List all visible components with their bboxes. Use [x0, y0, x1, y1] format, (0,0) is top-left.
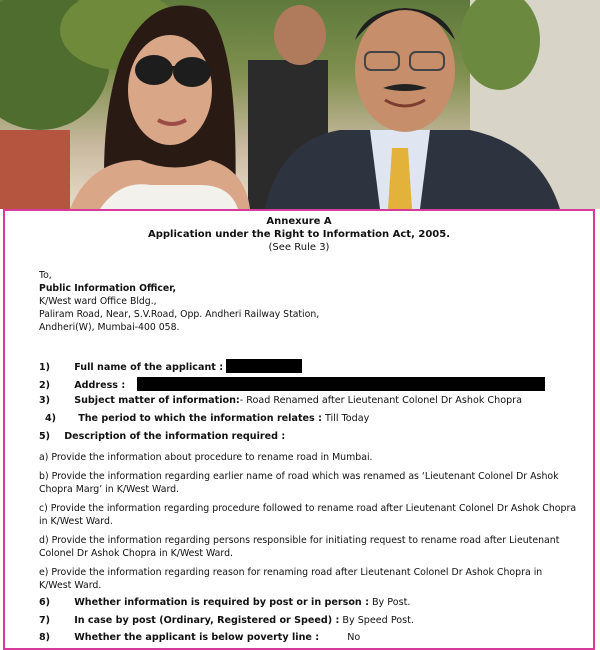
news-photo	[0, 0, 600, 209]
item-label: Full name of the applicant :	[74, 362, 224, 373]
sub-item-b: b) Provide the information regarding earlier name of road which was renamed as ‘Lieutenant Colonel Dr Ashok Chopra Marg’ in K/West Ward.	[39, 471, 559, 495]
item-label: Address :	[74, 380, 126, 391]
sub-item-d: d) Provide the information regarding persons responsible for initiating request to rename road after Lieutenant Colonel Dr Ashok Chopra in K/West Ward.	[39, 535, 560, 559]
item-label: The period to which the information relates :	[78, 413, 322, 424]
item-number: 6)	[39, 597, 51, 608]
item-description	[39, 431, 285, 442]
item-number: 4)	[45, 413, 57, 424]
item-number: 5)	[39, 431, 51, 442]
item-value: By Speed Post.	[339, 615, 414, 626]
item-number: 1)	[39, 362, 51, 373]
item-number: 2)	[39, 380, 51, 391]
item-period	[45, 413, 369, 424]
item-label: Subject matter of information:	[74, 395, 240, 406]
address-line: Andheri(W), Mumbai-400 058.	[39, 322, 180, 333]
item-number: 7)	[39, 615, 51, 626]
redacted-address	[137, 377, 545, 391]
item-value: - Road Renamed after Lieutenant Colonel Dr Ashok Chopra	[239, 395, 522, 406]
photo-illustration	[0, 0, 600, 209]
item-address	[39, 377, 545, 391]
annexure-label: Annexure A	[266, 216, 332, 227]
item-delivery-mode	[39, 597, 410, 608]
item-number: 8)	[39, 632, 51, 643]
document-title: Application under the Right to Information Act, 2005.	[147, 229, 451, 240]
sub-item-a: a) Provide the information about procedure to rename road in Mumbai.	[39, 452, 373, 463]
item-label: In case by post (Ordinary, Registered or Speed) :	[74, 615, 340, 626]
address-line: Paliram Road, Near, S.V.Road, Opp. Andheri Railway Station,	[39, 309, 320, 320]
rti-application-document	[3, 209, 595, 650]
item-label: Description of the information required :	[64, 431, 286, 442]
item-full-name	[39, 359, 302, 373]
sub-item-e: e) Provide the information regarding reason for renaming road after Lieutenant Colonel Dr Ashok Chopra in K/West Ward.	[39, 567, 543, 591]
item-value: Till Today	[321, 413, 370, 424]
salutation: To,	[39, 270, 52, 281]
item-label: Whether the applicant is below poverty line :	[74, 632, 320, 643]
item-post-type	[39, 615, 414, 626]
address-line: K/West ward Office Bldg.,	[39, 296, 157, 307]
document-header	[5, 215, 593, 254]
officer-title: Public Information Officer,	[39, 283, 176, 294]
sub-item-c: c) Provide the information regarding procedure followed to rename road after Lieutenant Colonel Dr Ashok Chopra in K/West Ward.	[39, 503, 577, 527]
item-number: 3)	[39, 395, 51, 406]
recipient-address	[39, 269, 319, 334]
item-subject	[39, 395, 522, 406]
item-label: Whether information is required by post or in person :	[74, 597, 369, 608]
rule-reference: (See Rule 3)	[268, 242, 330, 253]
item-poverty-line	[39, 632, 360, 643]
redacted-name	[226, 359, 302, 373]
item-value: No	[347, 632, 361, 643]
item-value: By Post.	[368, 597, 411, 608]
